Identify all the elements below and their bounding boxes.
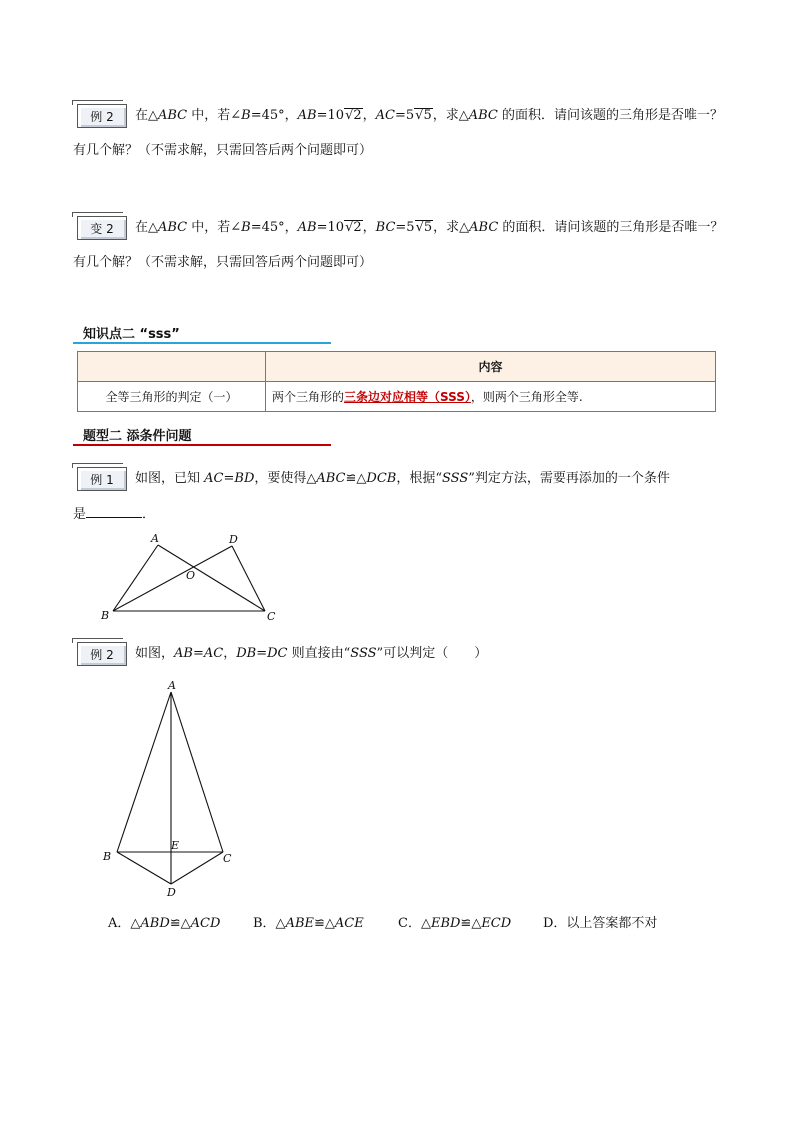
- section-underline: [73, 342, 331, 344]
- example-tag: 例 2: [77, 642, 127, 666]
- label-a: A: [168, 679, 176, 692]
- table-row: [78, 382, 716, 412]
- sqrt-sign: √2: [345, 108, 362, 123]
- label-c: C: [267, 610, 276, 623]
- section-title: 题型二 添条件问题: [83, 429, 192, 444]
- question-text: 如图，AB=AC，DB=DC 则直接由“SSS”可以判定（ ）: [135, 646, 488, 661]
- table-cell-label: 全等三角形的判定（一）: [78, 382, 266, 412]
- question-text: 如图，已知 AC=BD，要使得△ABC≌△DCB，根据“SSS”判定方法，需要再添加的一个条件: [135, 471, 670, 486]
- knowledge-table: [77, 351, 716, 412]
- example-tag: 例 1: [77, 467, 127, 491]
- question-text-line2: 有几个解？（不需求解，只需回答后两个问题即可）: [73, 255, 373, 270]
- question-text: 在△ABC 中，若∠B=45°，AB=10√2，AC=5√5，求△ABC 的面积．请问该题的三角形是否唯一？: [135, 108, 724, 123]
- question-text-line2: 是 ．: [73, 507, 156, 522]
- example-tag: 例 2: [77, 104, 127, 128]
- sqrt-sign: √2: [345, 220, 362, 235]
- label-a: A: [151, 532, 159, 545]
- table-header-row: [78, 352, 716, 382]
- question-text-line2: 有几个解？（不需求解，只需回答后两个问题即可）: [73, 143, 373, 158]
- option-c[interactable]: C．△EBD≌△ECD: [398, 916, 512, 931]
- sqrt-sign: √5: [415, 220, 433, 235]
- label-o: O: [186, 569, 196, 582]
- label-c: C: [223, 852, 232, 865]
- label-d: D: [167, 886, 176, 899]
- table-header-cell: [78, 352, 266, 382]
- section-title: 知识点二 “sss”: [83, 327, 180, 342]
- label-d: D: [229, 533, 238, 546]
- table-header-cell: 内容: [266, 352, 716, 382]
- section-underline: [73, 444, 331, 446]
- variant-tag: 变 2: [77, 216, 127, 240]
- option-d[interactable]: D．以上答案都不对: [543, 916, 658, 931]
- figure-quadrilateral: [95, 530, 285, 625]
- option-b[interactable]: B．△ABE≌△ACE: [253, 916, 364, 931]
- sqrt-sign: √5: [415, 108, 432, 123]
- label-b: B: [101, 609, 110, 622]
- label-e: E: [171, 839, 180, 852]
- answer-blank: [86, 505, 142, 518]
- highlight-text: 三条边对应相等（SSS）: [344, 390, 471, 404]
- figure-kite: [95, 675, 255, 905]
- question-text: 在△ABC 中，若∠B=45°，AB=10√2，BC=5√5，求△ABC 的面积．请问该题的三角形是否唯一？: [135, 220, 724, 235]
- option-a[interactable]: A．△ABD≌△ACD: [108, 916, 221, 931]
- label-b: B: [103, 850, 112, 863]
- table-cell-content: 两个三角形的三条边对应相等（SSS），则两个三角形全等.: [266, 382, 716, 412]
